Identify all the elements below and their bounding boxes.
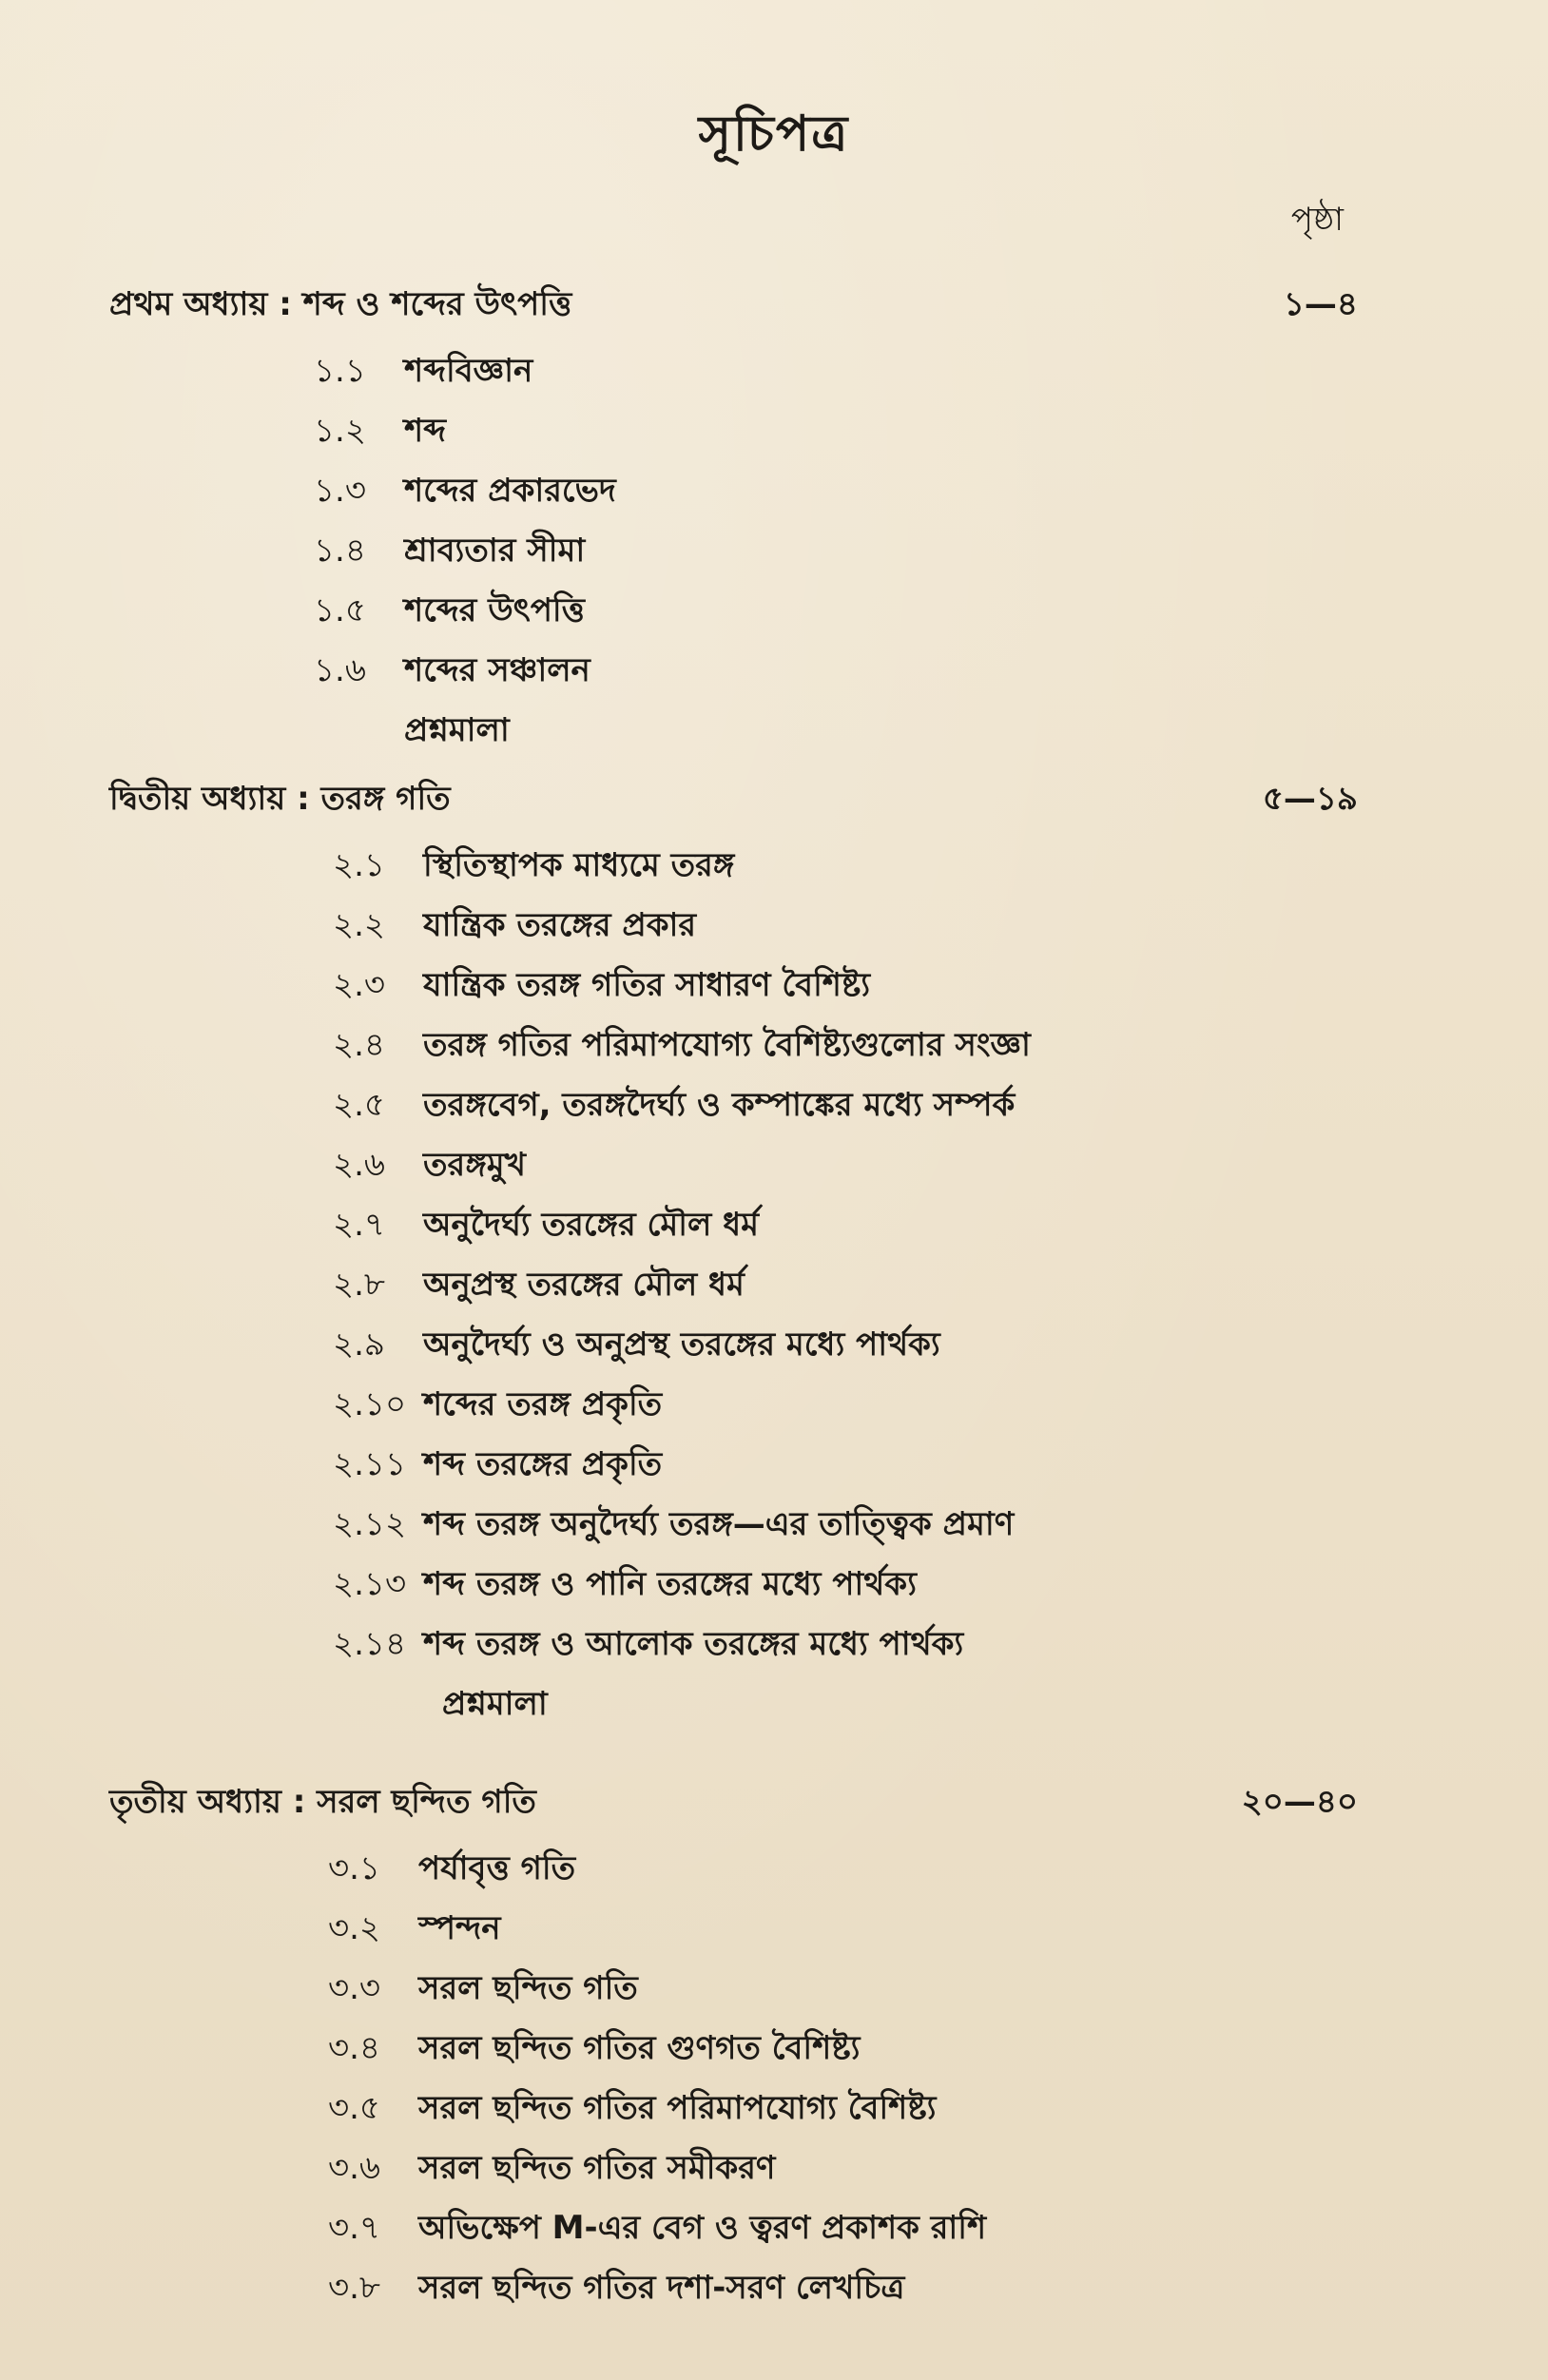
- section-item[interactable]: [333, 1255, 1358, 1315]
- section-title: শব্দের প্রকারভেদ: [404, 472, 616, 510]
- section-number: ৩.৭: [328, 2209, 381, 2247]
- section-title: তরঙ্গমুখ: [423, 1146, 526, 1184]
- chapter-3: [109, 1778, 1358, 2318]
- section-number: ৩.৫: [328, 2089, 380, 2127]
- section-title: সরল ছন্দিত গতির পরিমাপযোগ্য বৈশিষ্ট্য: [418, 2089, 937, 2127]
- chapter-heading-row: [109, 1778, 1358, 1826]
- section-title: শব্দ তরঙ্গ অনুদৈর্ঘ্য তরঙ্গ—এর তাত্ত্বিক প্রমাণ: [423, 1505, 1015, 1543]
- section-title: শব্দ তরঙ্গ ও পানি তরঙ্গের মধ্যে পার্থক্য: [423, 1565, 917, 1603]
- section-title: শব্দ তরঙ্গ ও আলোক তরঙ্গের মধ্যে পার্থক্য: [423, 1625, 964, 1663]
- section-title: তরঙ্গবেগ, তরঙ্গদৈর্ঘ্য ও কম্পাঙ্কের মধ্যে সম্পর্ক: [423, 1086, 1016, 1124]
- section-number: ১.১: [314, 352, 366, 390]
- section-title: সরল ছন্দিত গতির দশা-সরণ লেখচিত্র: [418, 2269, 905, 2307]
- section-number: ৩.৪: [328, 2029, 380, 2067]
- exercise-label[interactable]: প্রশ্নমালা: [404, 711, 510, 749]
- section-title: শব্দ তরঙ্গের প্রকৃতি: [423, 1445, 663, 1483]
- section-number: ২.৪: [333, 1026, 385, 1064]
- section-title: অনুদৈর্ঘ্য তরঙ্গের মৌল ধর্ম: [423, 1206, 760, 1244]
- section-title: সরল ছন্দিত গতির গুণগত বৈশিষ্ট্য: [418, 2029, 861, 2067]
- section-number: ২.৩: [333, 966, 386, 1004]
- section-number: ২.৭: [333, 1206, 386, 1244]
- section-number: ২.২: [333, 906, 386, 944]
- section-number: ১.৩: [314, 472, 366, 510]
- chapter-heading-row: [109, 281, 1358, 328]
- section-item[interactable]: [328, 1899, 1358, 1959]
- section-item[interactable]: [328, 2019, 1358, 2079]
- section-item[interactable]: [333, 1375, 1358, 1435]
- section-title: শব্দ: [404, 412, 446, 450]
- section-title: অনুদৈর্ঘ্য ও অনুপ্রস্থ তরঙ্গের মধ্যে পার্থক্য: [423, 1325, 940, 1364]
- section-number: ৩.৮: [328, 2269, 380, 2307]
- chapter-page-range: ১—৪: [1283, 285, 1358, 323]
- section-title: সরল ছন্দিত গতির সমীকরণ: [418, 2149, 776, 2187]
- chapter-page-range: ৫—১৯: [1262, 780, 1358, 818]
- section-list: [109, 341, 1358, 761]
- section-number: ৩.৩: [328, 1969, 381, 2007]
- chapter-page-range: ২০—৪০: [1241, 1783, 1358, 1821]
- chapter-1: [109, 281, 1358, 761]
- section-item[interactable]: [333, 836, 1358, 896]
- section-number: ২.৯: [333, 1325, 385, 1364]
- section-title: অনুপ্রস্থ তরঙ্গের মৌল ধর্ম: [423, 1266, 745, 1304]
- section-item[interactable]: [328, 2258, 1358, 2318]
- section-list: [109, 1839, 1358, 2318]
- section-title: স্থিতিস্থাপক মাধ্যমে তরঙ্গ: [423, 846, 735, 884]
- chapter-heading[interactable]: প্রথম অধ্যায় : শব্দ ও শব্দের উৎপত্তি: [109, 285, 572, 323]
- section-title: স্পন্দন: [418, 1909, 501, 1947]
- section-item[interactable]: [333, 1435, 1358, 1495]
- section-title: যান্ত্রিক তরঙ্গের প্রকার: [423, 906, 697, 944]
- section-item[interactable]: [333, 1135, 1358, 1195]
- section-item[interactable]: [328, 2138, 1358, 2198]
- section-item[interactable]: [314, 641, 1358, 701]
- section-item[interactable]: [314, 521, 1358, 581]
- section-number: ১.৪: [314, 532, 366, 570]
- section-item[interactable]: [333, 1555, 1358, 1615]
- section-item[interactable]: [314, 461, 1358, 521]
- section-number: ১.২: [314, 412, 366, 450]
- exercise-label[interactable]: প্রশ্নমালা: [442, 1685, 548, 1723]
- section-item[interactable]: [328, 1839, 1358, 1899]
- section-number: ২.৬: [333, 1146, 386, 1184]
- section-item[interactable]: [333, 1495, 1358, 1555]
- section-item[interactable]: [314, 581, 1358, 641]
- section-number: ৩.২: [328, 1909, 381, 1947]
- section-title: তরঙ্গ গতির পরিমাপযোগ্য বৈশিষ্ট্যগুলোর সংজ্ঞা: [423, 1026, 1031, 1064]
- section-number: ২.১৪: [333, 1625, 407, 1663]
- section-item[interactable]: [328, 2198, 1358, 2258]
- section-title: শব্দের উৎপত্তি: [404, 591, 585, 629]
- section-number: ২.১২: [333, 1505, 407, 1543]
- section-item[interactable]: [333, 1075, 1358, 1135]
- page-title: সূচিপত্র: [698, 105, 850, 163]
- section-number: ২.১৩: [333, 1565, 407, 1603]
- section-title: শব্দের তরঙ্গ প্রকৃতি: [423, 1385, 663, 1423]
- section-title: শ্রাব্যতার সীমা: [404, 532, 586, 570]
- chapter-heading-row: [109, 775, 1358, 822]
- section-title: সরল ছন্দিত গতি: [418, 1969, 638, 2007]
- section-number: ২.১: [333, 846, 385, 884]
- section-title: যান্ত্রিক তরঙ্গ গতির সাধারণ বৈশিষ্ট্য: [423, 966, 871, 1004]
- section-item[interactable]: [328, 1959, 1358, 2019]
- chapter-heading[interactable]: তৃতীয় অধ্যায় : সরল ছন্দিত গতি: [109, 1783, 536, 1821]
- section-number: ৩.১: [328, 1849, 380, 1887]
- section-number: ২.৫: [333, 1086, 385, 1124]
- section-item[interactable]: [314, 401, 1358, 461]
- section-number: ১.৬: [314, 651, 366, 689]
- section-item[interactable]: [314, 341, 1358, 401]
- section-list: [109, 836, 1358, 1734]
- section-item[interactable]: [333, 1195, 1358, 1255]
- section-number: ১.৫: [314, 591, 366, 629]
- section-item[interactable]: [333, 956, 1358, 1016]
- section-number: ২.৮: [333, 1266, 385, 1304]
- section-item[interactable]: [333, 896, 1358, 956]
- section-item[interactable]: [328, 2079, 1358, 2138]
- section-item[interactable]: [333, 1615, 1358, 1674]
- section-title: পর্যাবৃত্ত গতি: [418, 1849, 576, 1887]
- section-title: অভিক্ষেপ M-এর বেগ ও ত্বরণ প্রকাশক রাশি: [418, 2209, 987, 2247]
- section-number: ৩.৬: [328, 2149, 381, 2187]
- chapter-2: [109, 775, 1358, 1734]
- chapter-heading[interactable]: দ্বিতীয় অধ্যায় : তরঙ্গ গতি: [109, 780, 451, 818]
- section-number: ২.১১: [333, 1445, 407, 1483]
- section-title: শব্দের সঞ্চালন: [404, 651, 590, 689]
- section-item[interactable]: [333, 1016, 1358, 1075]
- section-title: শব্দবিজ্ঞান: [404, 352, 533, 390]
- section-item[interactable]: [333, 1315, 1358, 1375]
- page-column-label: পৃষ্ঠা: [1290, 201, 1344, 239]
- section-number: ২.১০: [333, 1385, 407, 1423]
